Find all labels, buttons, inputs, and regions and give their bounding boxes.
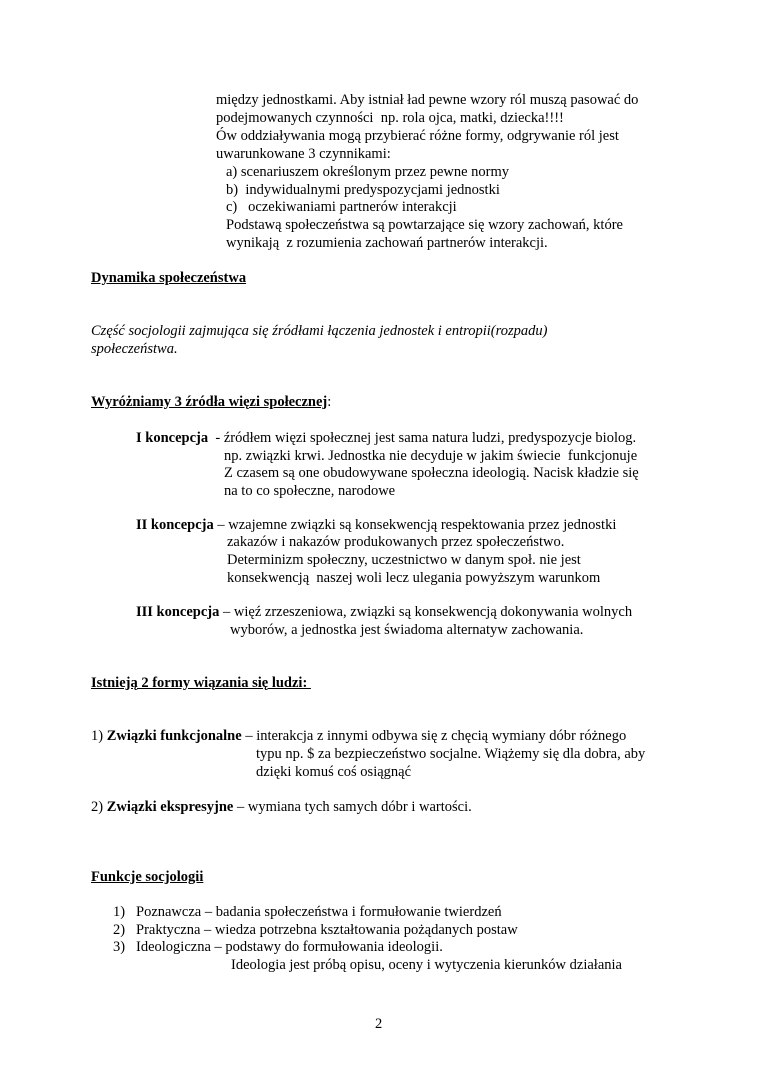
- page-number: 2: [375, 1016, 383, 1032]
- function-item: Ideologiczna – podstawy do formułowania ideologii.: [136, 939, 443, 955]
- factor-item: a) scenariuszem określonym przez pewne normy: [226, 164, 510, 180]
- function-number: 3): [113, 939, 126, 955]
- bond-text: – wymiana tych samych dóbr i wartości.: [233, 799, 472, 815]
- function-item: Praktyczna – wiedza potrzebna kształtowania pożądanych postaw: [136, 922, 518, 938]
- concept-text: zakazów i nakazów produkowanych przez społeczeństwo.: [227, 534, 565, 550]
- bond-text: – interakcja z innymi odbywa się z chęcią wymiany dóbr różnego: [241, 728, 627, 744]
- concept-text: – więź zrzeszeniowa, związki są konsekwencją dokonywania wolnych: [219, 604, 633, 620]
- bond-text: dzięki komuś coś osiągnąć: [256, 764, 412, 780]
- concept-text: konsekwencją naszej woli lecz ulegania powyższym warunkom: [227, 570, 601, 586]
- intro-line: uwarunkowane 3 czynnikami:: [216, 146, 391, 162]
- concept-label: II koncepcja: [136, 517, 214, 533]
- concept-3: [136, 603, 632, 621]
- conclusion-line: Podstawą społeczeństwa są powtarzające się wzory zachowań, które: [226, 217, 623, 233]
- concept-text: Z czasem są one obudowywane społeczna ideologią. Nacisk kładzie się: [224, 465, 639, 481]
- concept-text: - źródłem więzi społecznej jest sama natura ludzi, predyspozycje biolog.: [208, 430, 637, 446]
- dynamics-definition: Część socjologii zajmująca się źródłami łączenia jednostek i entropii(rozpadu): [91, 323, 548, 339]
- bond-text: typu np. $ za bezpieczeństwo socjalne. Wiążemy się dla dobra, aby: [256, 746, 646, 762]
- concept-label: I koncepcja: [136, 430, 209, 446]
- sources-heading: Wyróżniamy 3 źródła więzi społecznej: [91, 394, 328, 410]
- function-number: 1): [113, 904, 126, 920]
- dynamics-definition: społeczeństwa.: [91, 341, 178, 357]
- bond-item-1: [91, 727, 626, 745]
- sources-heading-line: [91, 393, 331, 411]
- sources-heading-colon: :: [327, 394, 332, 410]
- function-number: 2): [113, 922, 126, 938]
- concept-text: Determinizm społeczny, uczestnictwo w danym społ. nie jest: [227, 552, 581, 568]
- concept-text: na to co społeczne, narodowe: [224, 483, 396, 499]
- bond-number: 2): [91, 799, 107, 815]
- bond-label: Związki funkcjonalne: [106, 728, 242, 744]
- concept-text: np. związki krwi. Jednostka nie decyduje w jakim świecie funkcjonuje: [224, 448, 638, 464]
- factor-item: c) oczekiwaniami partnerów interakcji: [226, 199, 457, 215]
- dynamics-heading: Dynamika społeczeństwa: [91, 270, 247, 286]
- function-item: Poznawcza – badania społeczeństwa i formułowanie twierdzeń: [136, 904, 502, 920]
- concept-text: – wzajemne związki są konsekwencją respektowania przez jednostki: [213, 517, 617, 533]
- bond-item-2: [91, 798, 472, 816]
- factor-item: b) indywidualnymi predyspozycjami jednostki: [226, 182, 500, 198]
- functions-heading: Funkcje socjologii: [91, 869, 204, 885]
- concept-label: III koncepcja: [136, 604, 220, 620]
- bond-number: 1): [91, 728, 107, 744]
- intro-line: Ów oddziaływania mogą przybierać różne formy, odgrywanie ról jest: [216, 128, 619, 144]
- intro-line: między jednostkami. Aby istniał ład pewne wzory ról muszą pasować do: [216, 92, 639, 108]
- conclusion-line: wynikają z rozumienia zachowań partnerów interakcji.: [226, 235, 548, 251]
- bond-label: Związki ekspresyjne: [106, 799, 234, 815]
- bonds-heading: Istnieją 2 formy wiązania się ludzi:: [91, 675, 311, 691]
- function-note: Ideologia jest próbą opisu, oceny i wytyczenia kierunków działania: [231, 957, 622, 973]
- intro-line: podejmowanych czynności np. rola ojca, matki, dziecka!!!!: [216, 110, 564, 126]
- concept-1: [136, 429, 636, 447]
- concept-text: wyborów, a jednostka jest świadoma alternatyw zachowania.: [230, 622, 584, 638]
- concept-2: [136, 516, 616, 534]
